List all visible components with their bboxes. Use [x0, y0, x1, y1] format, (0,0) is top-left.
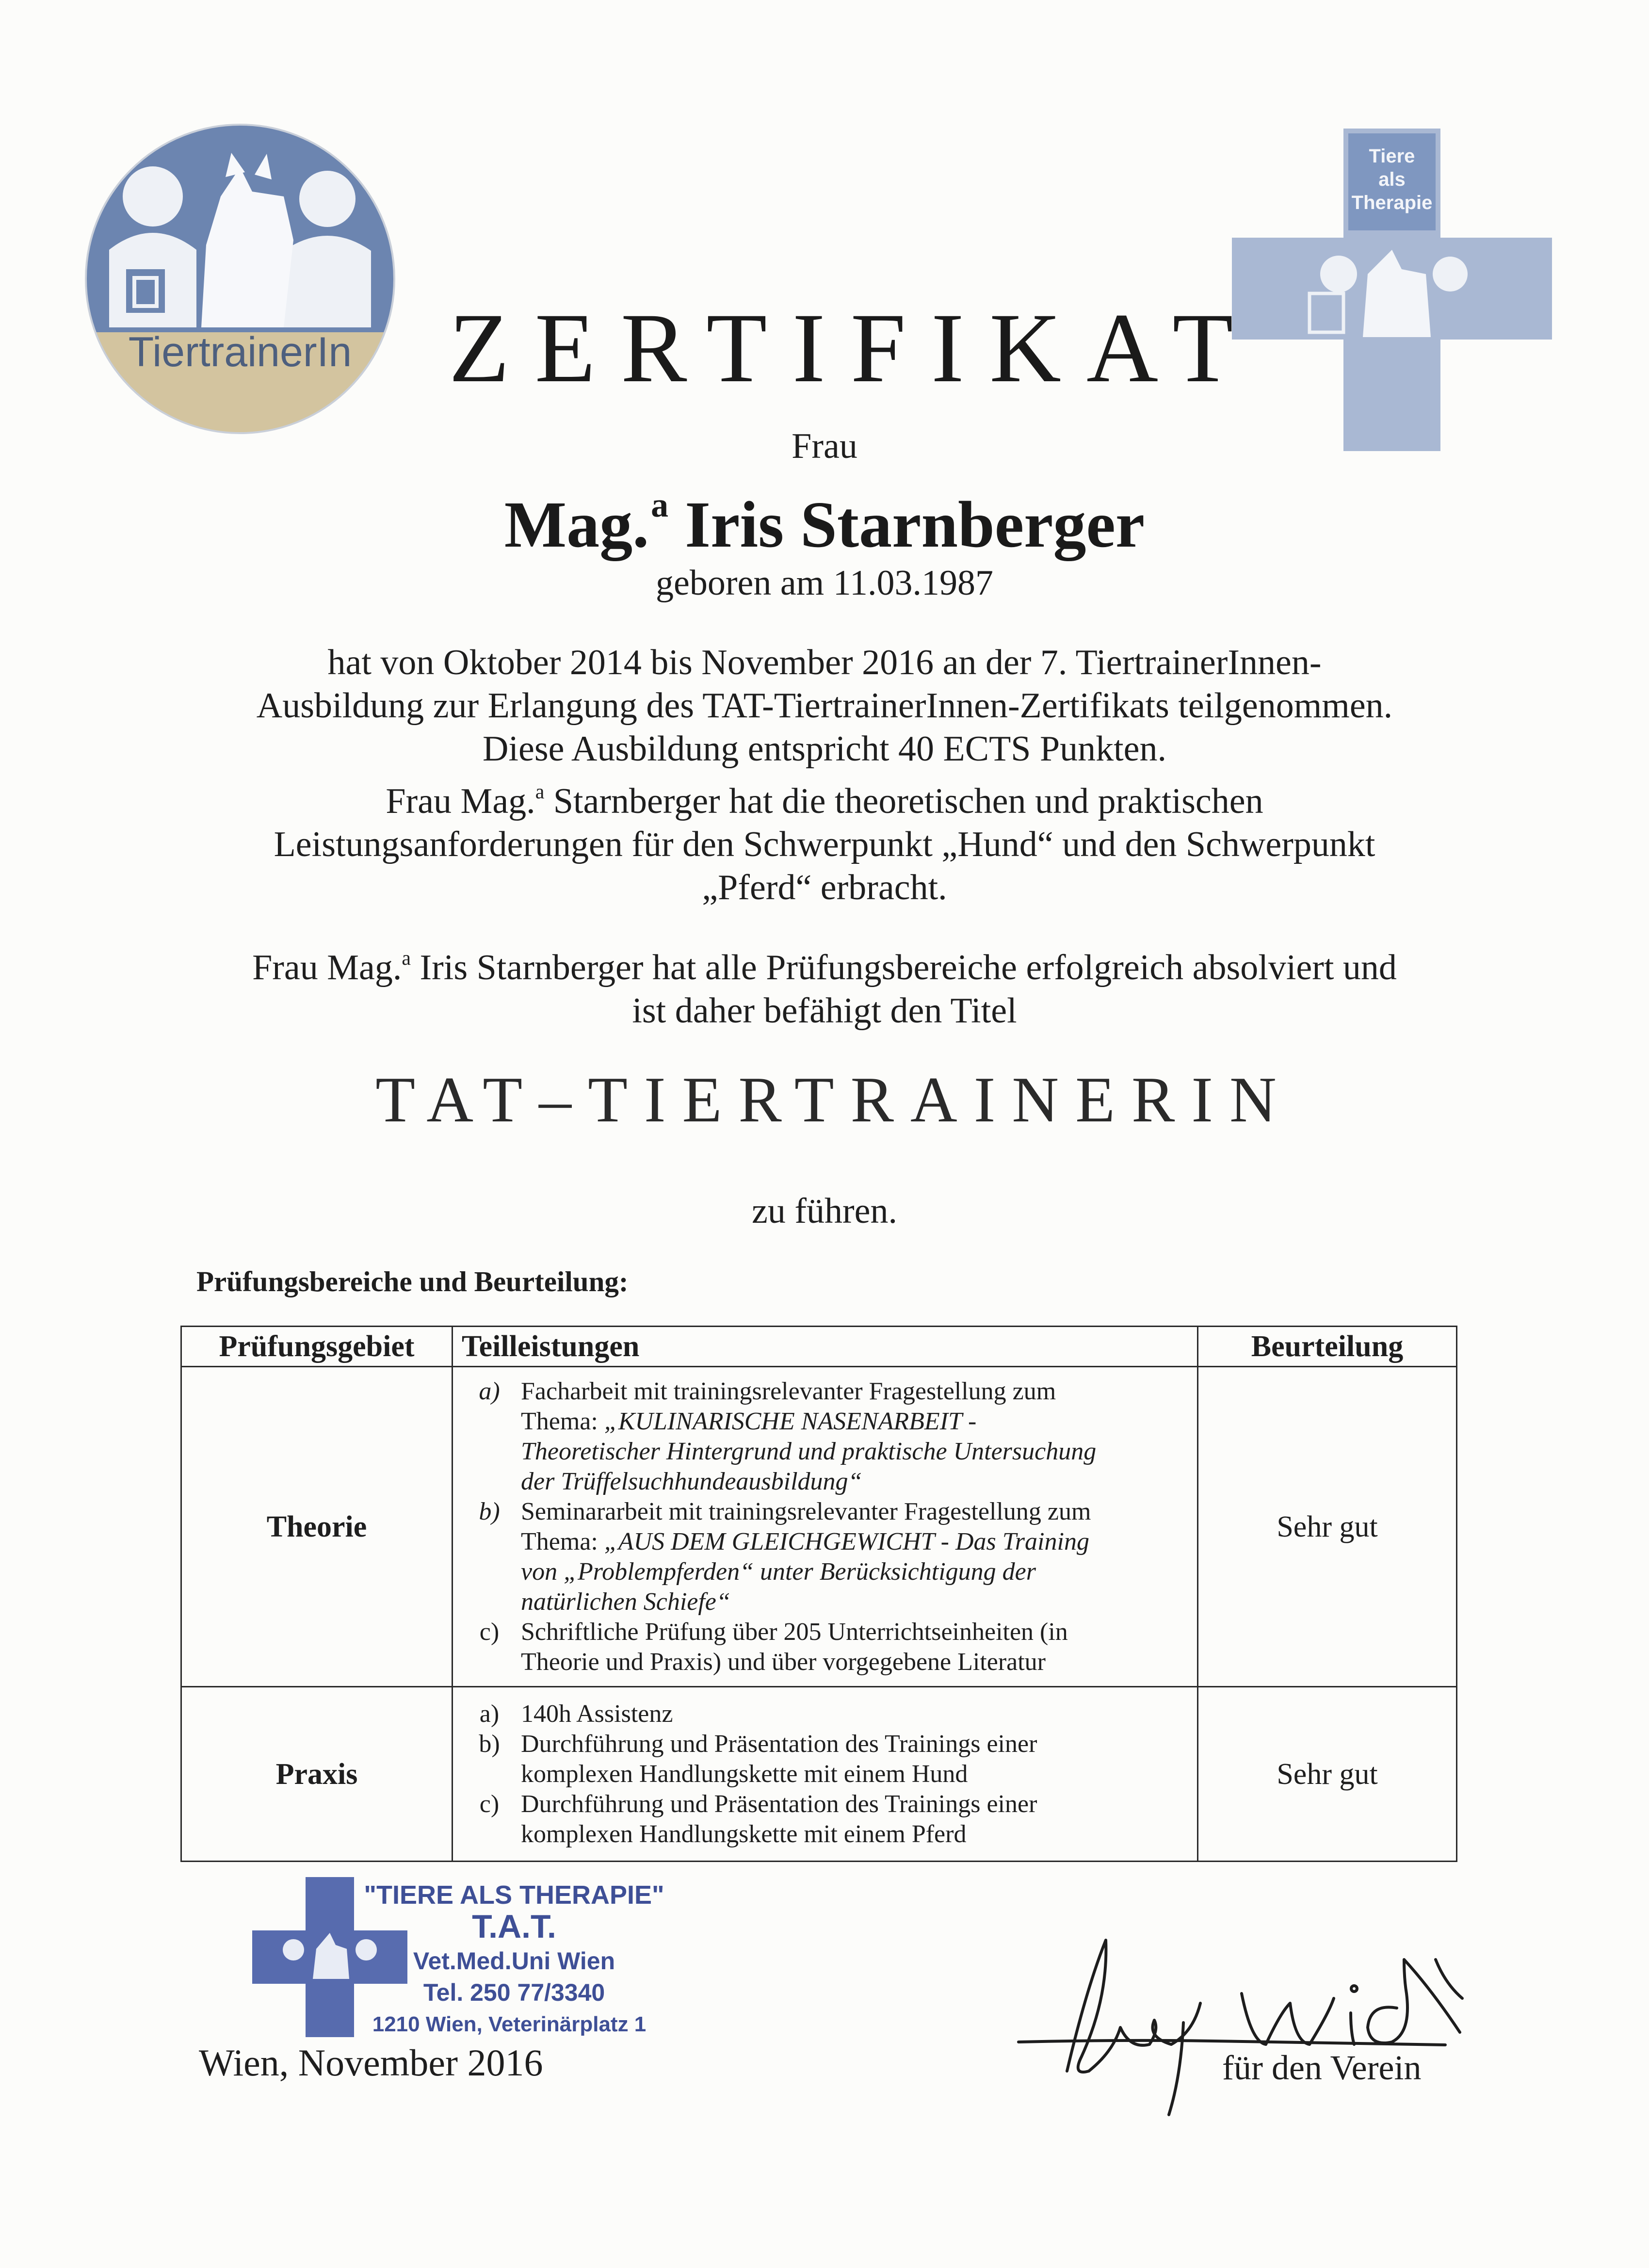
theory-area: Theorie [181, 1367, 453, 1687]
para2-line1b: Iris Starnberger hat alle Prüfungsbereiche erfolgreich absolviert und [411, 948, 1397, 988]
para1-line4 [121, 771, 1528, 823]
para2-line1a: Frau Mag. [252, 948, 402, 988]
practice-c-line2: komplexen Handlungskette mit einem Pferd [521, 1820, 967, 1848]
header-parts: Teilleistungen [453, 1327, 1198, 1367]
carry-title-text: zu führen. [752, 1191, 897, 1231]
practice-area: Praxis [181, 1687, 453, 1862]
signature [1009, 1930, 1465, 2124]
para1-line4b: Starnberger hat die theoretischen und praktischen [544, 781, 1263, 821]
stamp-line5: 1210 Wien, Veterinärplatz 1 [372, 2012, 647, 2036]
grades-table [180, 1326, 1457, 1862]
stamp-line3: Vet.Med.Uni Wien [413, 1947, 615, 1975]
theory-b-line2a: Thema: [521, 1527, 604, 1555]
theory-item-c [458, 1617, 1192, 1677]
practice-a-marker: a) [479, 1700, 500, 1728]
table-row-practice [181, 1687, 1457, 1862]
theory-grade: Sehr gut [1198, 1367, 1457, 1687]
para2-line1 [121, 937, 1528, 989]
stamp-line1: "TIERE ALS THERAPIE" [364, 1880, 664, 1910]
signature-caption: für den Verein [1222, 2048, 1422, 2087]
para2-line1-sup: a [402, 947, 411, 970]
table-row-theory [181, 1367, 1457, 1687]
theory-a-line1: Facharbeit mit trainingsrelevanter Fragestellung zum [521, 1377, 1056, 1405]
theory-a-line2b: „KULINARISCHE NASENARBEIT - [604, 1407, 977, 1435]
salutation: Frau [792, 426, 857, 466]
name-sup: a [651, 486, 669, 524]
theory-parts [453, 1367, 1198, 1687]
para1-line4-sup: a [535, 781, 545, 803]
degree-title: TAT–TIERTRAINERIN [375, 1064, 1293, 1135]
practice-item-b [458, 1729, 1192, 1789]
stamp-line4: Tel. 250 77/3340 [423, 1979, 605, 2006]
birth-date: geboren am 11.03.1987 [656, 563, 993, 603]
practice-c-marker: c) [479, 1790, 500, 1818]
course-description [121, 641, 1528, 909]
logo-right-line3: Therapie [1351, 192, 1433, 213]
theory-item-b [458, 1497, 1192, 1617]
practice-a-line1: 140h Assistenz [521, 1700, 673, 1728]
theory-b-line1: Seminararbeit mit trainingsrelevanter Fragestellung zum [521, 1497, 1091, 1525]
name-prefix: Mag. [504, 488, 649, 561]
qualification-statement [121, 937, 1528, 1033]
table-heading: Prüfungsbereiche und Beurteilung: [196, 1265, 629, 1297]
logo-right-line2: als [1378, 169, 1406, 190]
certificate-title: ZERTIFIKAT [449, 293, 1259, 403]
theory-c-line2: Theorie und Praxis) und über vorgegebene Literatur [521, 1648, 1046, 1676]
practice-parts [453, 1687, 1198, 1862]
logo-left-text: TiertrainerIn [128, 329, 352, 375]
para2-line2: ist daher befähigt den Titel [632, 991, 1017, 1031]
header-area: Prüfungsgebiet [181, 1327, 453, 1367]
theory-b-line4: natürlichen Schiefe“ [521, 1588, 730, 1616]
theory-b-marker: b) [479, 1497, 500, 1525]
theory-item-a [458, 1377, 1192, 1497]
para1-line3: Diese Ausbildung entspricht 40 ECTS Punkten. [482, 729, 1167, 769]
stamp-line2: T.A.T. [472, 1908, 556, 1945]
theory-a-line4: der Trüffelsuchhundeausbildung“ [521, 1467, 862, 1495]
practice-grade: Sehr gut [1198, 1687, 1457, 1862]
theory-c-marker: c) [479, 1618, 500, 1646]
para1-line4a: Frau Mag. [386, 781, 535, 821]
para1-line6: „Pferd“ erbracht. [702, 868, 947, 907]
table-header-row [181, 1327, 1457, 1367]
header-grade: Beurteilung [1198, 1327, 1457, 1367]
practice-b-marker: b) [479, 1730, 500, 1758]
para1-line5: Leistungsanforderungen für den Schwerpunkt „Hund“ und den Schwerpunkt [274, 825, 1375, 864]
theory-b-line2b: „AUS DEM GLEICHGEWICHT - Das Training [604, 1527, 1089, 1555]
organization-stamp [252, 1877, 679, 2061]
theory-c-line1: Schriftliche Prüfung über 205 Unterrichtseinheiten (in [521, 1618, 1068, 1646]
place-and-date: Wien, November 2016 [199, 2041, 543, 2084]
practice-c-line1: Durchführung und Präsentation des Trainings einer [521, 1790, 1037, 1818]
theory-b-line3: von „Problempferden“ unter Berücksichtigung der [521, 1557, 1036, 1586]
name-rest: Iris Starnberger [685, 488, 1145, 561]
theory-a-marker: a) [479, 1377, 500, 1405]
practice-b-line1: Durchführung und Präsentation des Trainings einer [521, 1730, 1037, 1758]
theory-a-line3: Theoretischer Hintergrund und praktische Untersuchung [521, 1437, 1097, 1465]
practice-item-c [458, 1789, 1192, 1849]
practice-b-line2: komplexen Handlungskette mit einem Hund [521, 1760, 968, 1788]
para1-line1: hat von Oktober 2014 bis November 2016 an der 7. TiertrainerInnen- [327, 643, 1322, 682]
theory-a-line2 [521, 1407, 1192, 1437]
para1-line2: Ausbildung zur Erlangung des TAT-TiertrainerInnen-Zertifikats teilgenommen. [256, 686, 1393, 726]
theory-b-line2 [521, 1527, 1192, 1557]
logo-right-line1: Tiere [1369, 146, 1415, 167]
theory-a-line2a: Thema: [521, 1407, 604, 1435]
practice-item-a [458, 1699, 1192, 1729]
recipient-name [0, 485, 1649, 563]
